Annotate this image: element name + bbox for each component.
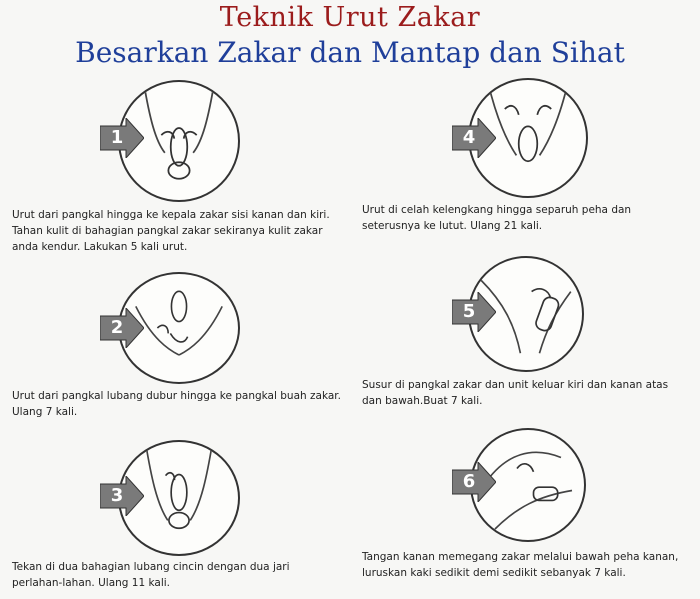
page-title: Teknik Urut Zakar [219,2,481,33]
step-6-number: 6 [462,471,476,492]
step-1-text: Urut dari pangkal hingga ke kepala zakar sisi kanan dan kiri. Tahan kulit di bahagian pangkal zakar sekiranya kulit zakar anda kendur. Lakukan 5 kali urut. [12,209,330,253]
page-subtitle: Besarkan Zakar dan Mantap dan Sihat [75,36,625,69]
step-3-number: 3 [110,485,124,506]
step-2-number: 2 [110,317,124,338]
step-5-text: Susur di pangkal zakar dan unit keluar kiri dan kanan atas dan bawah.Buat 7 kali. [362,379,669,407]
step-4-number: 4 [462,127,476,148]
step-6-text: Tangan kanan memegang zakar melalui bawah peha kanan, luruskan kaki sedikit demi sedikit sebanyak 7 kali. [362,551,679,579]
step-1-number: 1 [110,127,124,148]
step-3-text: Tekan di dua bahagian lubang cincin dengan dua jari perlahan-lahan. Ulang 11 kali. [12,561,290,589]
step-4-text: Urut di celah kelengkang hingga separuh peha dan seterusnya ke lutut. Ulang 21 kali. [362,204,632,232]
step-5-number: 5 [462,301,476,322]
step-2-text: Urut dari pangkal lubang dubur hingga ke pangkal buah zakar. Ulang 7 kali. [12,390,341,418]
